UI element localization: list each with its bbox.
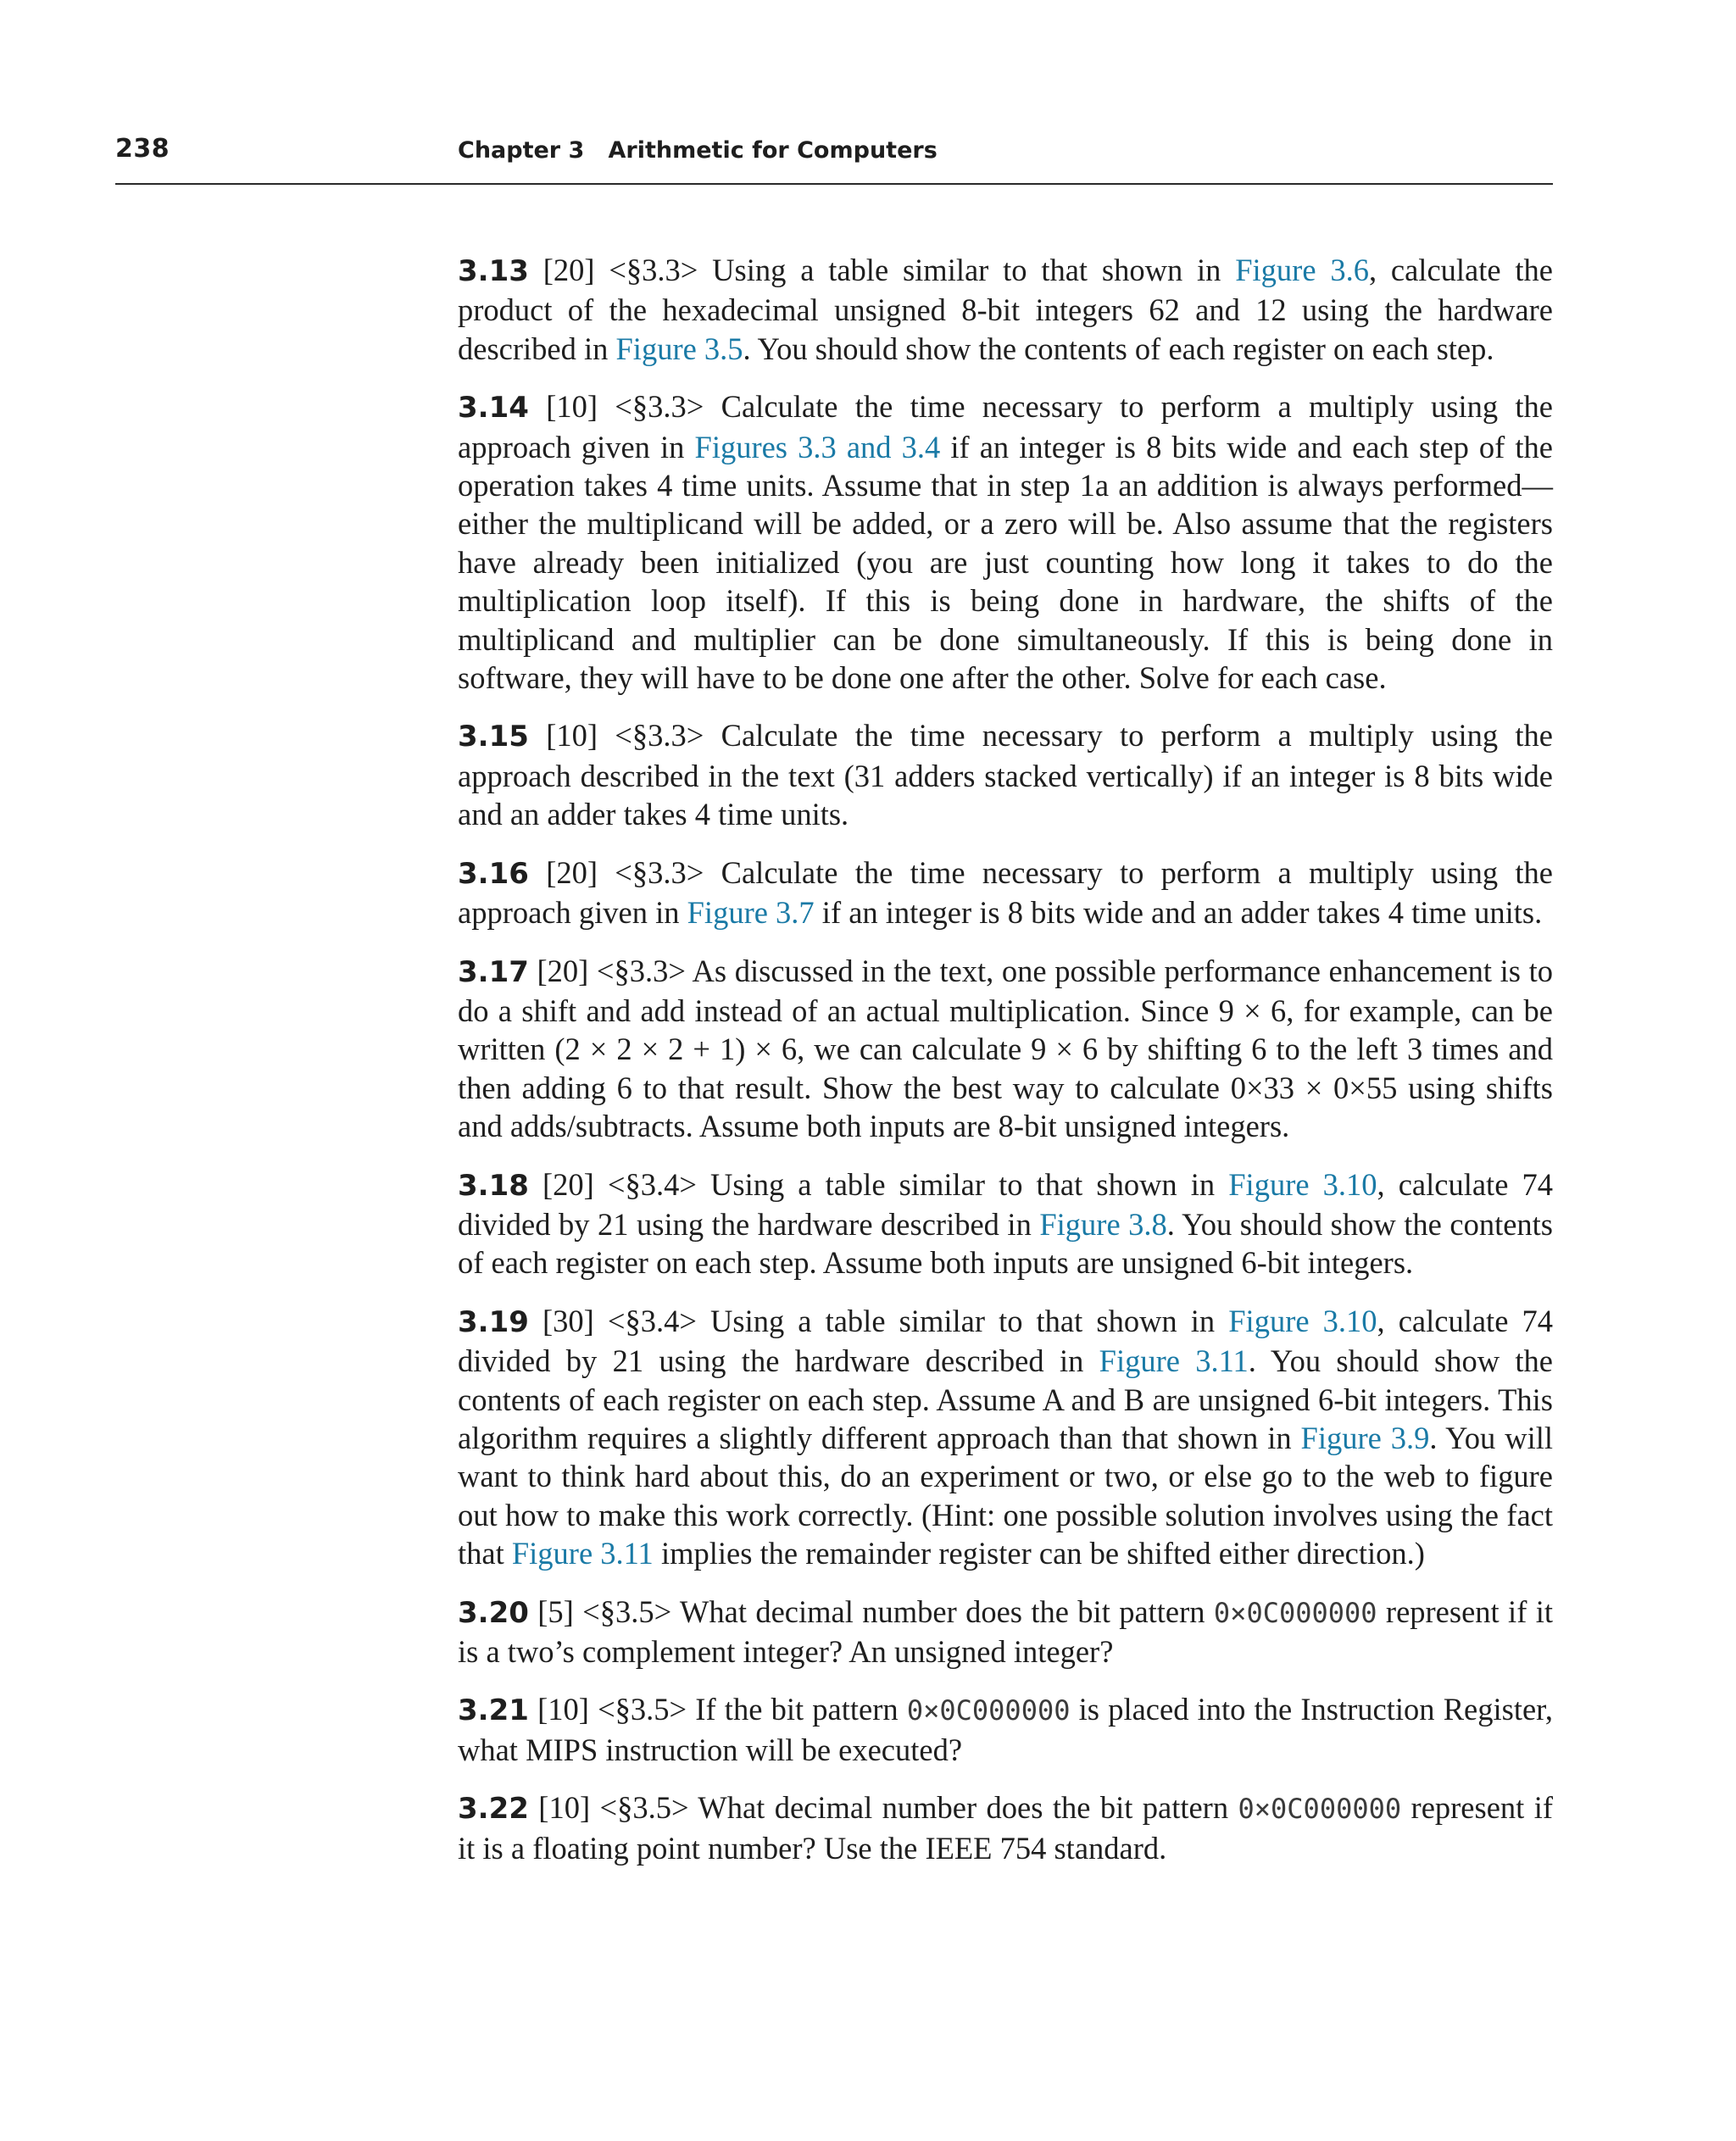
exercise-text: , calculate the product of the hexadecimal unsigned 8-bit integers 62 and 12 using the hardware described in — [458, 253, 1553, 366]
exercise-text: , calculate 74 divided by 21 using the hardware described in — [458, 1166, 1553, 1242]
exercise-text: , calculate 74 divided by 21 using the hardware described in — [458, 1303, 1553, 1379]
exercise-text: . You should show the contents of each register on each step. Assume A and B are unsigned 6-bit integers. This algorithm requires a slightly different approach than that shown in — [458, 1343, 1553, 1455]
exercise-text: [20] <§3.3> Using a table similar to that shown in — [528, 253, 1236, 287]
exercise-number: 3.15 — [458, 720, 529, 754]
exercise-text: if an integer is 8 bits wide and an adder takes 4 time units. — [814, 895, 1543, 931]
exercise-text: [10] <§3.5> If the bit pattern — [528, 1692, 907, 1727]
chapter-title: Chapter 3 Arithmetic for Computers — [458, 137, 938, 164]
bit-pattern: 0×0C000000 — [906, 1694, 1071, 1727]
figure-link[interactable]: Figure 3.8 — [1039, 1206, 1167, 1242]
exercise-3-20 — [458, 1593, 1553, 1671]
figure-link[interactable]: Figure 3.9 — [1300, 1420, 1430, 1455]
figure-link[interactable]: Figure 3.6 — [1235, 253, 1369, 287]
exercise-3-13 — [458, 251, 1553, 368]
exercise-3-22 — [458, 1788, 1553, 1867]
exercise-text: [20] <§3.3> As discussed in the text, one possible performance enhancement is to do a shift and add instead of an actual multiplication. Since 9 × 6, for example, can be written (2 × 2 × 2 + 1) × 6, we can calculate 9 × 6 by shifting 6 to the left 3 times and then adding 6 to that result. Show the best way to calculate 0×33 × 0×55 using shifts and adds/subtracts. Assume both inputs are 8-bit unsigned integers. — [458, 953, 1553, 1144]
exercise-number: 3.22 — [458, 1792, 529, 1827]
exercise-number: 3.19 — [458, 1304, 529, 1339]
exercise-text: [5] <§3.5> What decimal number does the bit pattern — [528, 1593, 1214, 1629]
exercise-3-18 — [458, 1165, 1553, 1282]
bit-pattern: 0×0C000000 — [1238, 1793, 1402, 1826]
exercise-text: . You should show the contents of each register on each step. Assume both inputs are unsigned 6-bit integers. — [458, 1206, 1554, 1281]
exercise-number: 3.20 — [458, 1595, 529, 1630]
exercise-text: [20] <§3.3> Calculate the time necessary to perform a multiply using the approach given in — [458, 854, 1553, 931]
exercise-3-19 — [458, 1302, 1553, 1573]
figure-link[interactable]: Figure 3.10 — [1228, 1166, 1377, 1202]
exercise-text: . You should show the contents of each register on each step. — [743, 331, 1494, 366]
exercise-text: represent if it is a floating point number? Use the IEEE 754 standard. — [458, 1790, 1553, 1866]
exercise-number: 3.16 — [458, 856, 529, 891]
exercise-text: . You will want to think hard about this, do an experiment or two, or else go to the web to figure out how to make this work correctly. (Hint: one possible solution involves using the fact that — [458, 1420, 1554, 1571]
exercise-list — [458, 251, 1553, 1887]
exercise-3-21 — [458, 1690, 1553, 1769]
exercise-3-16 — [458, 854, 1553, 932]
exercise-number: 3.17 — [458, 954, 529, 989]
figure-link[interactable]: Figures 3.3 and 3.4 — [694, 429, 941, 464]
running-head — [115, 132, 1553, 185]
exercise-text: is placed into the Instruction Register, what MIPS instruction will be executed? — [458, 1692, 1554, 1767]
figure-link[interactable]: Figure 3.11 — [511, 1536, 654, 1571]
bit-pattern: 0×0C000000 — [1213, 1596, 1377, 1629]
exercise-text: [10] <§3.3> Calculate the time necessary to perform a multiply using the approach described in the text (31 adders stacked vertically) if an integer is 8 bits wide and an adder takes 4 time units. — [458, 718, 1553, 832]
exercise-text: [30] <§3.4> Using a table similar to that shown in — [528, 1303, 1229, 1338]
exercise-number: 3.14 — [458, 391, 529, 425]
exercise-number: 3.18 — [458, 1168, 529, 1203]
figure-link[interactable]: Figure 3.7 — [687, 895, 815, 931]
exercise-text: if an integer is 8 bits wide and each step of the operation takes 4 time units. Assume that in step 1a an addition is always performed—either the multiplicand will be added, or a zero will be. Also assume that the registers have already been initialized (you are just counting how long it takes to do the multiplication loop itself). If this is being done in hardware, the shifts of the multiplicand and multiplier can be done simultaneously. If this is being done in software, they will have to be done one after the other. Solve for each case. — [458, 429, 1553, 696]
figure-link[interactable]: Figure 3.5 — [615, 331, 743, 366]
exercise-3-17 — [458, 952, 1553, 1146]
exercise-3-15 — [458, 716, 1553, 833]
exercise-text: [20] <§3.4> Using a table similar to that shown in — [528, 1166, 1229, 1202]
figure-link[interactable]: Figure 3.10 — [1228, 1303, 1377, 1338]
exercise-text: [10] <§3.5> What decimal number does the bit pattern — [528, 1790, 1238, 1826]
exercise-3-14 — [458, 387, 1553, 697]
exercise-number: 3.21 — [458, 1693, 529, 1728]
exercise-number: 3.13 — [458, 254, 529, 288]
figure-link[interactable]: Figure 3.11 — [1099, 1343, 1249, 1379]
exercise-text: implies the remainder register can be shifted either direction.) — [653, 1536, 1425, 1571]
exercise-text: represent if it is a two’s complement integer? An unsigned integer? — [458, 1593, 1553, 1669]
page-number: 238 — [115, 134, 170, 164]
exercise-text: [10] <§3.3> Calculate the time necessary to perform a multiply using the approach given in — [458, 389, 1553, 464]
